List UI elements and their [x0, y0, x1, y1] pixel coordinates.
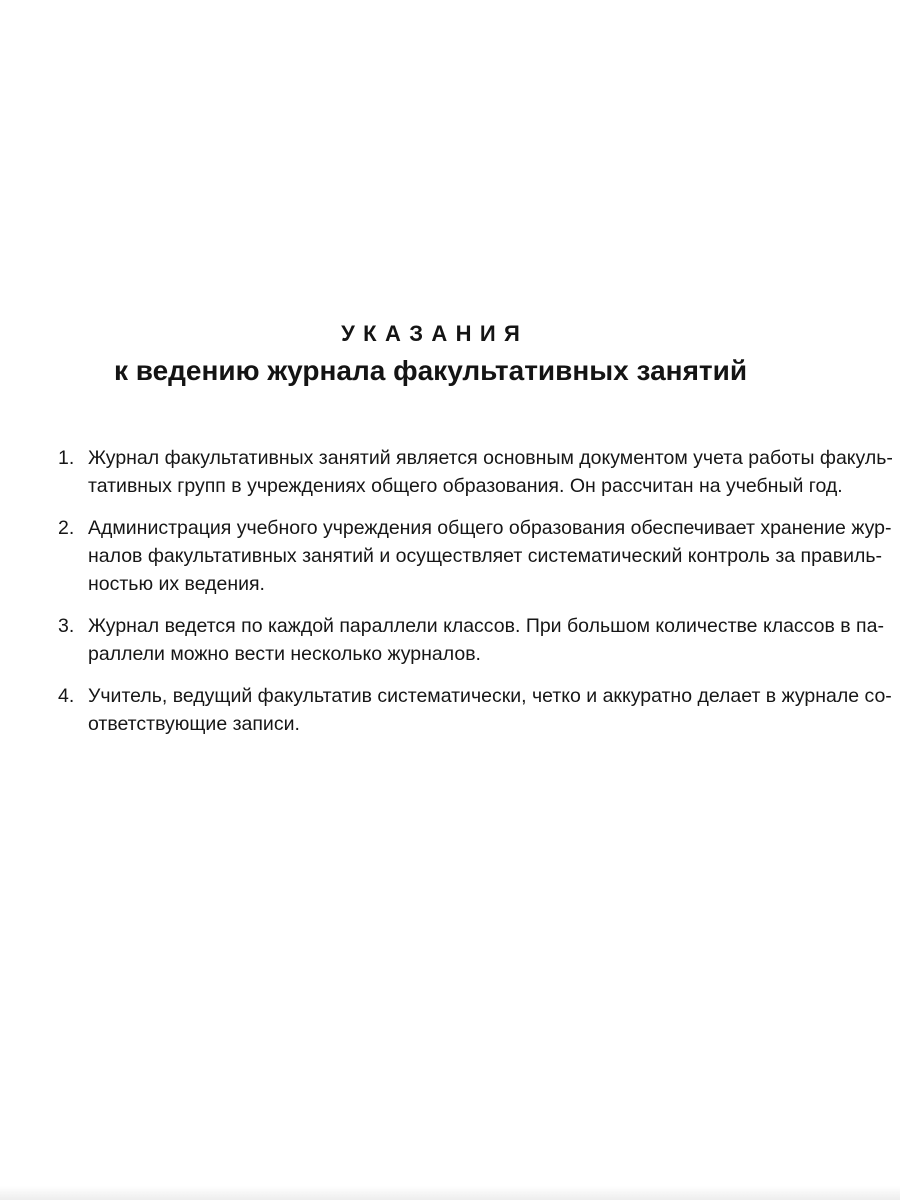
item-line: ответствующие записи.: [88, 713, 300, 735]
item-text: [88, 612, 884, 668]
item-line: Учитель, ведущий факультатив систематически, четко и аккуратно делает в журнале со-: [88, 685, 892, 707]
item-line: налов факультативных занятий и осуществляет систематический контроль за правиль-: [88, 545, 883, 567]
item-line: раллели можно вести несколько журналов.: [88, 643, 481, 665]
item-number: 2.: [58, 517, 75, 539]
item-line: ностью их ведения.: [88, 573, 265, 595]
list-item: [58, 682, 892, 738]
item-text: [88, 444, 893, 500]
item-text: [88, 514, 891, 598]
item-number: 4.: [58, 685, 75, 707]
item-line: Журнал ведется по каждой параллели классов. При большом количестве классов в па-: [88, 615, 884, 637]
item-number: 1.: [58, 447, 75, 469]
page-bottom-shadow: [0, 1186, 900, 1200]
item-number: 3.: [58, 615, 75, 637]
list-item: [58, 612, 884, 668]
instruction-list: [58, 444, 893, 738]
item-line: Администрация учебного учреждения общего образования обеспечивает хранение жур-: [88, 517, 892, 539]
page-title: УКАЗАНИЯ: [341, 321, 529, 346]
list-item: [58, 444, 893, 500]
document-content: [58, 0, 893, 752]
list-item: [58, 514, 892, 598]
item-line: тативных групп в учреждениях общего образования. Он рассчитан на учебный год.: [88, 475, 843, 497]
item-text: [88, 682, 892, 738]
page-subtitle: к ведению журнала факультативных занятий: [113, 355, 748, 386]
item-line: Журнал факультативных занятий является основным документом учета работы факуль-: [88, 447, 893, 469]
